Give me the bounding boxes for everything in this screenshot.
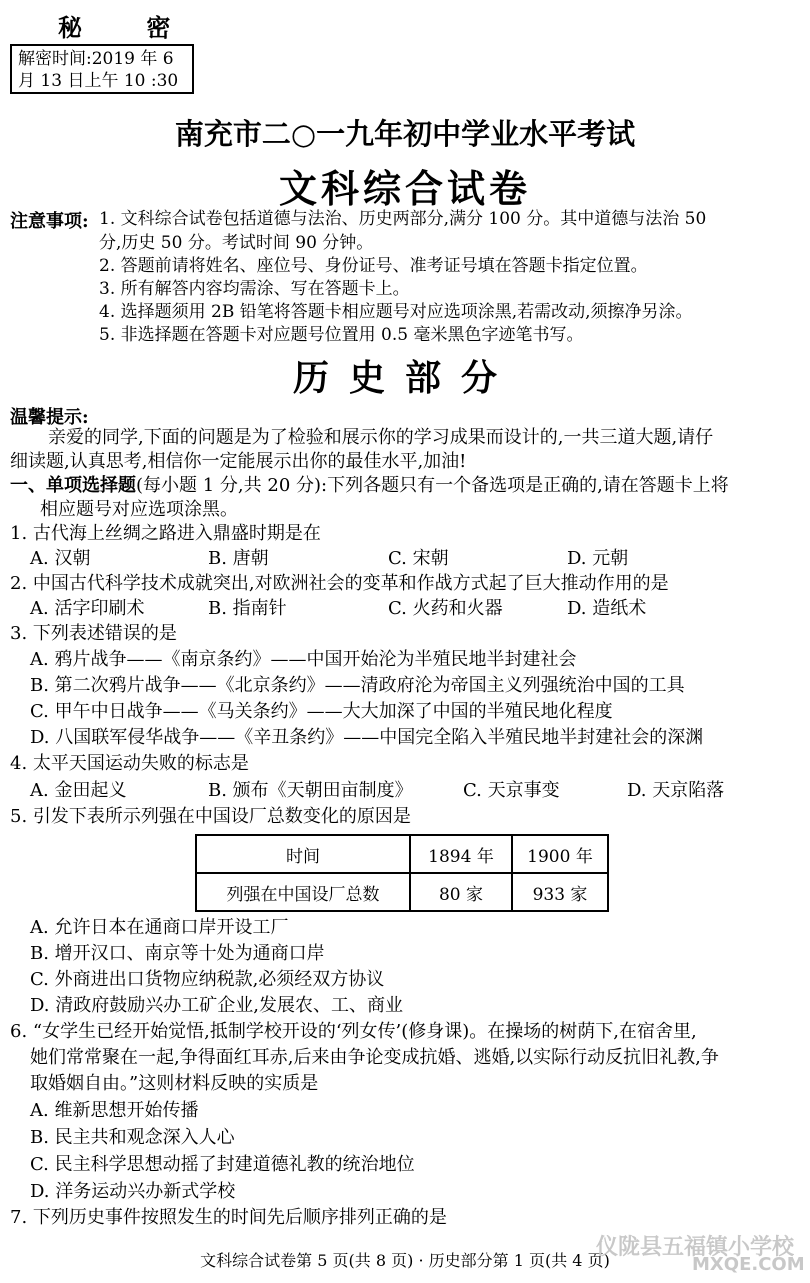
q4-option-c: C. 天京事变 <box>463 780 560 801</box>
q3-option-d: D. 八国联军侵华战争——《辛丑条约》——中国完全陷入半殖民地半封建社会的深渊 <box>30 727 704 748</box>
q5-table-header-row <box>196 835 608 873</box>
page-footer: 文科综合试卷第 5 页(共 8 页) · 历史部分第 1 页(共 4 页) <box>200 1251 610 1270</box>
q3-stem: 3. 下列表述错误的是 <box>10 623 177 644</box>
q3-option-a: A. 鸦片战争——《南京条约》——中国开始沦为半殖民地半封建社会 <box>30 649 577 670</box>
q5-table-header-cell: 1900 年 <box>512 835 608 873</box>
exam-subtitle: 文科综合试卷 <box>278 166 531 211</box>
q2-option-d: D. 造纸术 <box>567 598 647 619</box>
notice-item-2: 2. 答题前请将姓名、座位号、身份证号、准考证号填在答题卡指定位置。 <box>99 256 648 276</box>
secret-label: 秘 密 <box>58 13 199 42</box>
q5-table-cell: 933 家 <box>512 873 608 911</box>
q6-option-a: A. 维新思想开始传播 <box>30 1100 199 1121</box>
q6-option-b: B. 民主共和观念深入人心 <box>30 1127 235 1148</box>
notice-item-4: 4. 选择题须用 2B 铅笔将答题卡相应题号对应选项涂黑,若需改动,须擦净另涂。 <box>99 302 693 322</box>
q5-table-header-cell: 1894 年 <box>410 835 512 873</box>
declassify-box <box>10 44 194 94</box>
notice-item-1-cont: 分,历史 50 分。考试时间 90 分钟。 <box>99 233 374 253</box>
q1-option-d: D. 元朝 <box>567 548 629 569</box>
q5-option-a: A. 允许日本在通商口岸开设工厂 <box>30 917 289 938</box>
declassify-line-1: 解密时间:2019 年 6 <box>18 49 174 69</box>
q5-table-row <box>196 873 608 911</box>
q2-option-a: A. 活字印刷术 <box>30 598 145 619</box>
q1-option-c: C. 宋朝 <box>388 548 449 569</box>
q6-stem-line-1: 6. “女学生已经开始觉悟,抵制学校开设的‘列女传’(修身课)。在操场的树荫下,在宿舍里, <box>10 1021 697 1042</box>
part1-instructions <box>10 474 729 498</box>
tip-line-1: 亲爱的同学,下面的问题是为了检验和展示你的学习成果而设计的,一共三道大题,请仔 <box>48 427 714 448</box>
q5-table-cell: 80 家 <box>410 873 512 911</box>
q5-option-d: D. 清政府鼓励兴办工矿企业,发展农、工、商业 <box>30 995 403 1016</box>
q4-option-b: B. 颁布《天朝田亩制度》 <box>208 780 413 801</box>
q5-table <box>195 834 609 912</box>
q5-stem: 5. 引发下表所示列强在中国设厂总数变化的原因是 <box>10 806 411 827</box>
q4-option-d: D. 天京陷落 <box>627 780 725 801</box>
watermark <box>596 1216 806 1276</box>
q5-table-cell: 列强在中国设厂总数 <box>196 873 410 911</box>
q1-stem: 1. 古代海上丝绸之路进入鼎盛时期是在 <box>10 523 321 544</box>
declassify-line-2: 月 13 日上午 10 :30 <box>18 71 179 91</box>
watermark-url: MXQE.COM <box>692 1254 805 1275</box>
q2-option-b: B. 指南针 <box>208 598 287 619</box>
part1-instr-2: 相应题号对应选项涂黑。 <box>40 499 238 520</box>
q6-stem-line-2: 她们常常聚在一起,争得面红耳赤,后来由争论变成抗婚、逃婚,以实际行动反抗旧礼教,争 <box>30 1047 719 1068</box>
watermark-text: 仪陇县五福镇小学校 <box>596 1235 795 1260</box>
part1-heading: 一、单项选择题 <box>10 475 136 496</box>
q1-option-b: B. 唐朝 <box>208 548 269 569</box>
q3-option-c: C. 甲午中日战争——《马关条约》——大大加深了中国的半殖民地化程度 <box>30 701 613 722</box>
q7-stem: 7. 下列历史事件按照发生的时间先后顺序排列正确的是 <box>10 1207 447 1228</box>
q6-stem-line-3: 取婚姻自由。”这则材料反映的实质是 <box>30 1073 319 1094</box>
q1-option-a: A. 汉朝 <box>30 548 91 569</box>
tip-line-2: 细读题,认真思考,相信你一定能展示出你的最佳水平,加油! <box>10 451 467 472</box>
q2-stem: 2. 中国古代科学技术成就突出,对欧洲社会的变革和作战方式起了巨大推动作用的是 <box>10 573 669 594</box>
q5-option-b: B. 增开汉口、南京等十处为通商口岸 <box>30 943 325 964</box>
exam-title: 南充市二○一九年初中学业水平考试 <box>174 117 636 151</box>
notice-item-3: 3. 所有解答内容均需涂、写在答题卡上。 <box>99 279 410 299</box>
q2-option-c: C. 火药和火器 <box>388 598 503 619</box>
q3-option-b: B. 第二次鸦片战争——《北京条约》——清政府沦为帝国主义列强统治中国的工具 <box>30 675 685 696</box>
notice-item-1: 1. 文科综合试卷包括道德与法治、历史两部分,满分 100 分。其中道德与法治 50 <box>99 209 707 229</box>
q5-option-c: C. 外商进出口货物应纳税款,必须经双方协议 <box>30 969 385 990</box>
notice-label: 注意事项: <box>10 211 89 232</box>
tip-label: 温馨提示: <box>10 407 89 428</box>
part1-instr-1: (每小题 1 分,共 20 分):下列各题只有一个备选项是正确的,请在答题卡上将 <box>136 475 729 496</box>
q6-option-c: C. 民主科学思想动摇了封建道德礼教的统治地位 <box>30 1154 415 1175</box>
section-title: 历史部分 <box>292 357 517 399</box>
q5-table-header-cell: 时间 <box>196 835 410 873</box>
notice-item-5: 5. 非选择题在答题卡对应题号位置用 0.5 毫米黑色字迹笔书写。 <box>99 325 584 345</box>
q4-option-a: A. 金田起义 <box>30 780 127 801</box>
q4-stem: 4. 太平天国运动失败的标志是 <box>10 753 249 774</box>
q6-option-d: D. 洋务运动兴办新式学校 <box>30 1181 236 1202</box>
